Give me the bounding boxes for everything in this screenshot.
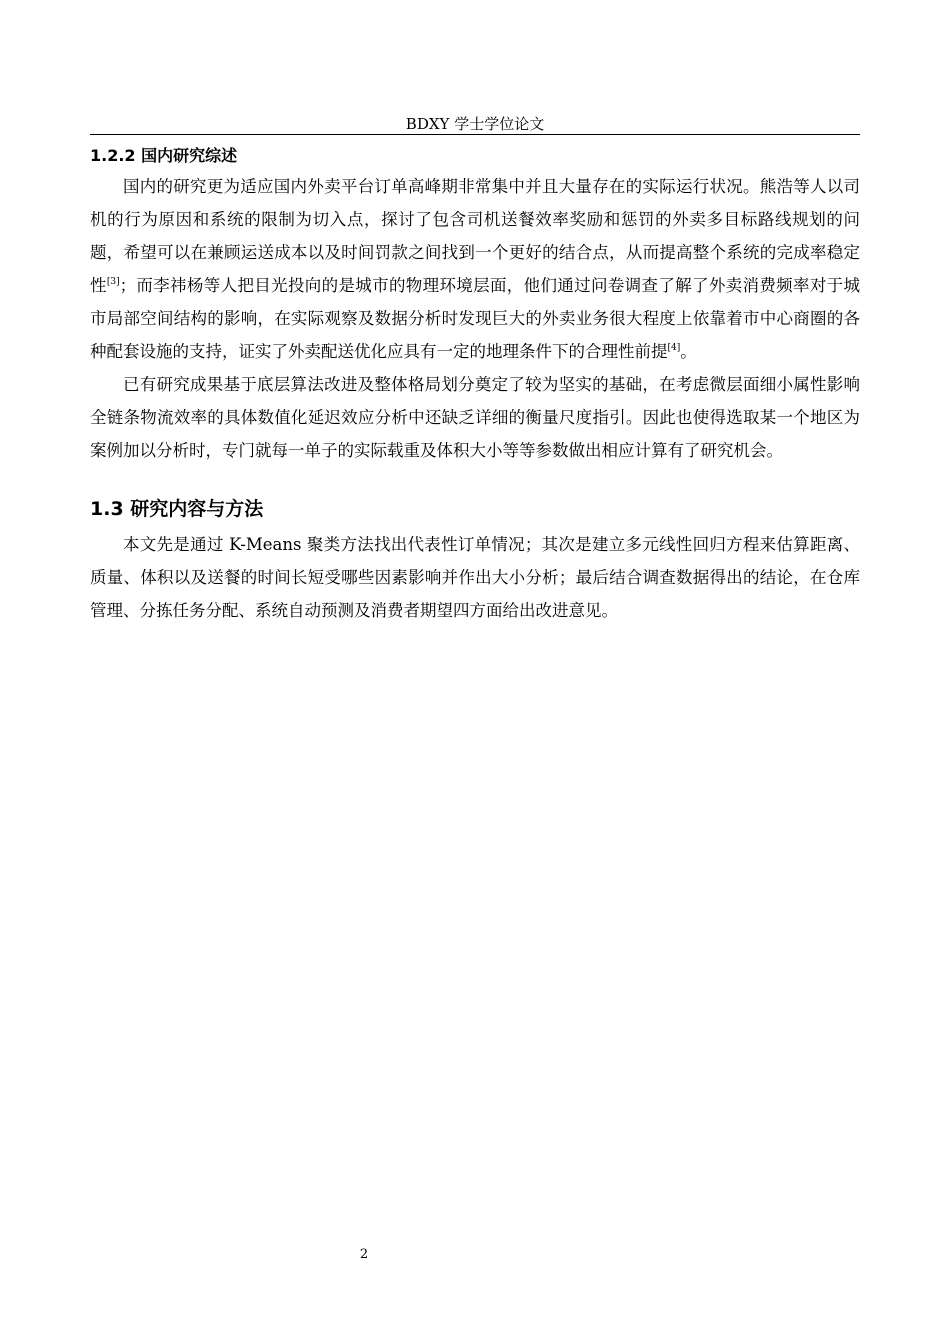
page-body [90,142,860,627]
paragraph-domestic-research-2: 已有研究成果基于底层算法改进及整体格局划分奠定了较为坚实的基础，在考虑微层面细小属性影响全链条物流效率的具体数值化延迟效应分析中还缺乏详细的衡量尺度指引。因此也使得选取某一个地区为案例加以分析时，专门就每一单子的实际载重及体积大小等等参数做出相应计算有了研究机会。 [90,375,860,460]
section-heading-1-3: 1.3 研究内容与方法 [90,498,264,520]
running-header: BDXY 学士学位论文 [405,115,545,133]
paragraph-domestic-research-1 [90,170,860,368]
page-number: 2 [359,1247,369,1262]
citation-3: [3] [106,277,120,287]
paragraph-research-content: 本文先是通过 K-Means 聚类方法找出代表性订单情况；其次是建立多元线性回归方程来估算距离、质量、体积以及送餐的时间长短受哪些因素影响并作出大小分析；最后结合调查数据得出的结论，在仓库管理、分拣任务分配、系统自动预测及消费者期望四方面给出改进意见。 [90,535,860,620]
header-rule [90,134,860,135]
paragraph-text: 。 [680,342,697,361]
section-heading-1-2-2: 1.2.2 国内研究综述 [90,146,238,165]
citation-4: [4] [667,343,681,353]
paragraph-text: 国内的研究更为适应国内外卖平台订单高峰期非常集中并且大量存在的实际运行状况。熊浩等人以司机的行为原因和系统的限制为切入点，探讨了包含司机送餐效率奖励和惩罚的外卖多目标路线规划的问题，希望可以在兼顾运送成本以及时间罚款之间找到一个更好的结合点，从而提高整个系统的完成率稳定性 [90,177,860,295]
paragraph-text: ；而李祎杨等人把目光投向的是城市的物理环境层面，他们通过问卷调查了解了外卖消费频率对于城市局部空间结构的影响，在实际观察及数据分析时发现巨大的外卖业务很大程度上依靠着市中心商圈的各种配套设施的支持，证实了外卖配送优化应具有一定的地理条件下的合理性前提 [90,276,861,361]
